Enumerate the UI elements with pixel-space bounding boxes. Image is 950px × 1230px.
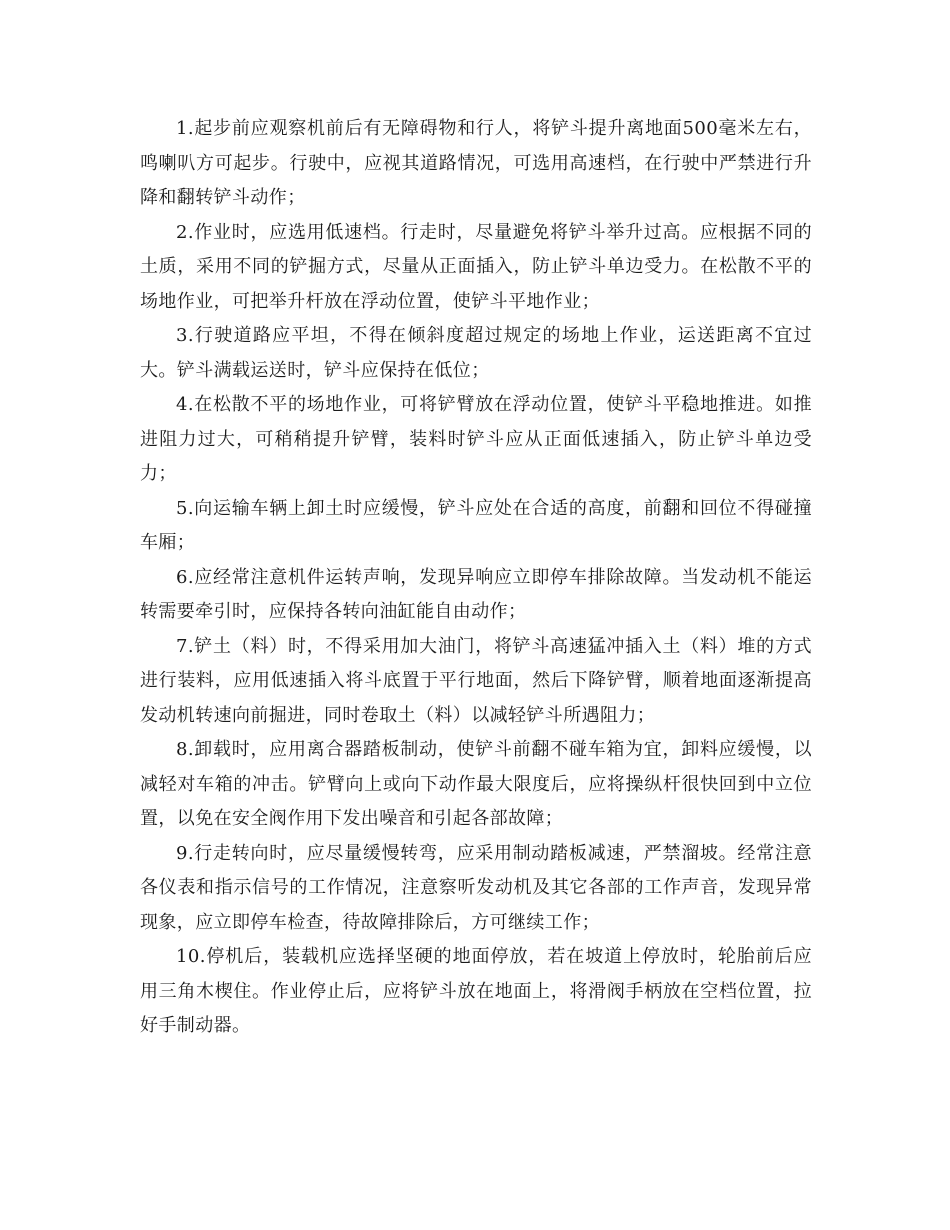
instruction-item-6: 6.应经常注意机件运转声响，发现异响应立即停车排除故障。当发动机不能运转需要牵引时，应保持各转向油缸能自由动作； — [140, 566, 812, 622]
instruction-item-1: 1.起步前应观察机前后有无障碍物和行人，将铲斗提升离地面500毫米左右，鸣喇叭方可起步。行驶中，应视其道路情况，可选用高速档，在行驶中严禁进行升降和翻转铲斗动作； — [140, 118, 812, 208]
instruction-item-5: 5.向运输车辆上卸土时应缓慢，铲斗应处在合适的高度，前翻和回位不得碰撞车厢； — [140, 497, 812, 553]
instruction-item-9: 9.行走转向时，应尽量缓慢转弯，应采用制动踏板减速，严禁溜坡。经常注意各仪表和指示信号的工作情况，注意察听发动机及其它各部的工作声音，发现异常现象，应立即停车检查，待故障排除后，方可继续工作； — [140, 842, 812, 933]
instruction-item-7: 7.铲土（料）时，不得采用加大油门，将铲斗高速猛冲插入土（料）堆的方式进行装料，应用低速插入将斗底置于平行地面，然后下降铲臂，顺着地面逐渐提高发动机转速向前掘进，同时卷取土（料）以减轻铲斗所遇阻力； — [140, 635, 812, 726]
instruction-item-2: 2.作业时，应选用低速档。行走时，尽量避免将铲斗举升过高。应根据不同的土质，采用不同的铲掘方式，尽量从正面插入，防止铲斗单边受力。在松散不平的场地作业，可把举升杆放在浮动位置，使铲斗平地作业； — [140, 221, 812, 312]
instruction-item-8: 8.卸载时，应用离合器踏板制动，使铲斗前翻不碰车箱为宜，卸料应缓慢，以减轻对车箱的冲击。铲臂向上或向下动作最大限度后，应将操纵杆很快回到中立位置，以免在安全阀作用下发出噪音和引起各部故障； — [140, 739, 812, 829]
instruction-item-4: 4.在松散不平的场地作业，可将铲臂放在浮动位置，使铲斗平稳地推进。如推进阻力过大，可稍稍提升铲臂，装料时铲斗应从正面低速插入，防止铲斗单边受力； — [140, 394, 812, 484]
instruction-item-3: 3.行驶道路应平坦，不得在倾斜度超过规定的场地上作业，运送距离不宜过大。铲斗满载运送时，铲斗应保持在低位； — [140, 325, 812, 381]
instruction-item-10: 10.停机后，装载机应选择坚硬的地面停放，若在坡道上停放时，轮胎前后应用三角木楔住。作业停止后，应将铲斗放在地面上，将滑阀手柄放在空档位置，拉好手制动器。 — [140, 946, 812, 1036]
document-body — [140, 112, 812, 1044]
